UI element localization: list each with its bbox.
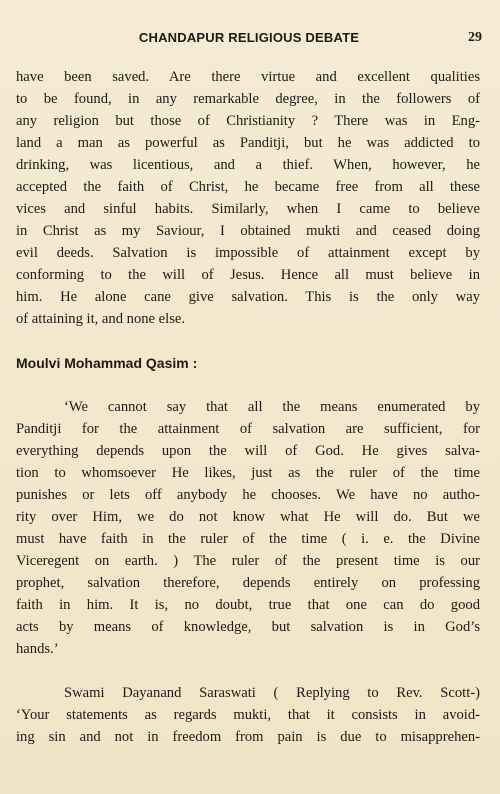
- paragraph-dayanand: [16, 682, 480, 748]
- text-line: conforming to the will of Jesus. Hence all must believe in: [16, 267, 480, 283]
- text-line: ‘We cannot say that all the means enumerated by: [64, 399, 480, 415]
- page-number: 29: [468, 30, 482, 45]
- speaker-heading: Moulvi Mohammad Qasim :: [16, 355, 198, 371]
- page-header: [16, 30, 482, 50]
- text-line: hands.’: [16, 641, 59, 657]
- text-line: accepted the faith of Christ, he became free from all these: [16, 179, 480, 195]
- text-line: Panditji for the attainment of salvation are sufficient, for: [16, 421, 480, 437]
- text-line: vices and sinful habits. Similarly, when I came to believe: [16, 201, 480, 217]
- text-line: tion to whomsoever He likes, just as the ruler of the time: [16, 465, 480, 481]
- text-line: ing sin and not in freedom from pain is due to misapprehen-: [16, 729, 480, 745]
- text-line: punishes or lets off anybody he chooses. We have no autho-: [16, 487, 480, 503]
- paragraph-scott-reply: [16, 66, 480, 330]
- running-title: CHANDAPUR RELIGIOUS DEBATE: [138, 30, 360, 45]
- text-line: prophet, salvation therefore, depends entirely on professing: [16, 575, 480, 591]
- text-line: drinking, was licentious, and a thief. When, however, he: [16, 157, 480, 173]
- text-line: evil deeds. Salvation is impossible of attainment except by: [16, 245, 480, 261]
- page-body: [16, 66, 480, 748]
- text-line: of attaining it, and none else.: [16, 311, 185, 327]
- text-line: faith in him. It is, no doubt, true that one can do good: [16, 597, 480, 613]
- text-line: him. He alone cane give salvation. This is the only way: [16, 289, 480, 305]
- text-line: to be found, in any remarkable degree, in the followers of: [16, 91, 480, 107]
- text-line: ‘Your statements as regards mukti, that it consists in avoid-: [16, 707, 480, 723]
- text-line: acts by means of knowledge, but salvation is in God’s: [16, 619, 480, 635]
- text-line: Swami Dayanand Saraswati ( Replying to Rev. Scott-): [64, 685, 480, 701]
- text-line: land a man as powerful as Panditji, but he was addicted to: [16, 135, 480, 151]
- text-line: rity over Him, we do not know what He will do. But we: [16, 509, 480, 525]
- text-line: everything depends upon the will of God. He gives salva-: [16, 443, 480, 459]
- text-line: must have faith in the ruler of the time ( i. e. the Divine: [16, 531, 480, 547]
- text-line: have been saved. Are there virtue and excellent qualities: [16, 69, 480, 85]
- text-line: any religion but those of Christianity ? There was in Eng-: [16, 113, 480, 129]
- text-line: Viceregent on earth. ) The ruler of the present time is our: [16, 553, 480, 569]
- text-line: in Christ as my Saviour, I obtained mukti and ceased doing: [16, 223, 480, 239]
- paragraph-qasim: [16, 396, 480, 660]
